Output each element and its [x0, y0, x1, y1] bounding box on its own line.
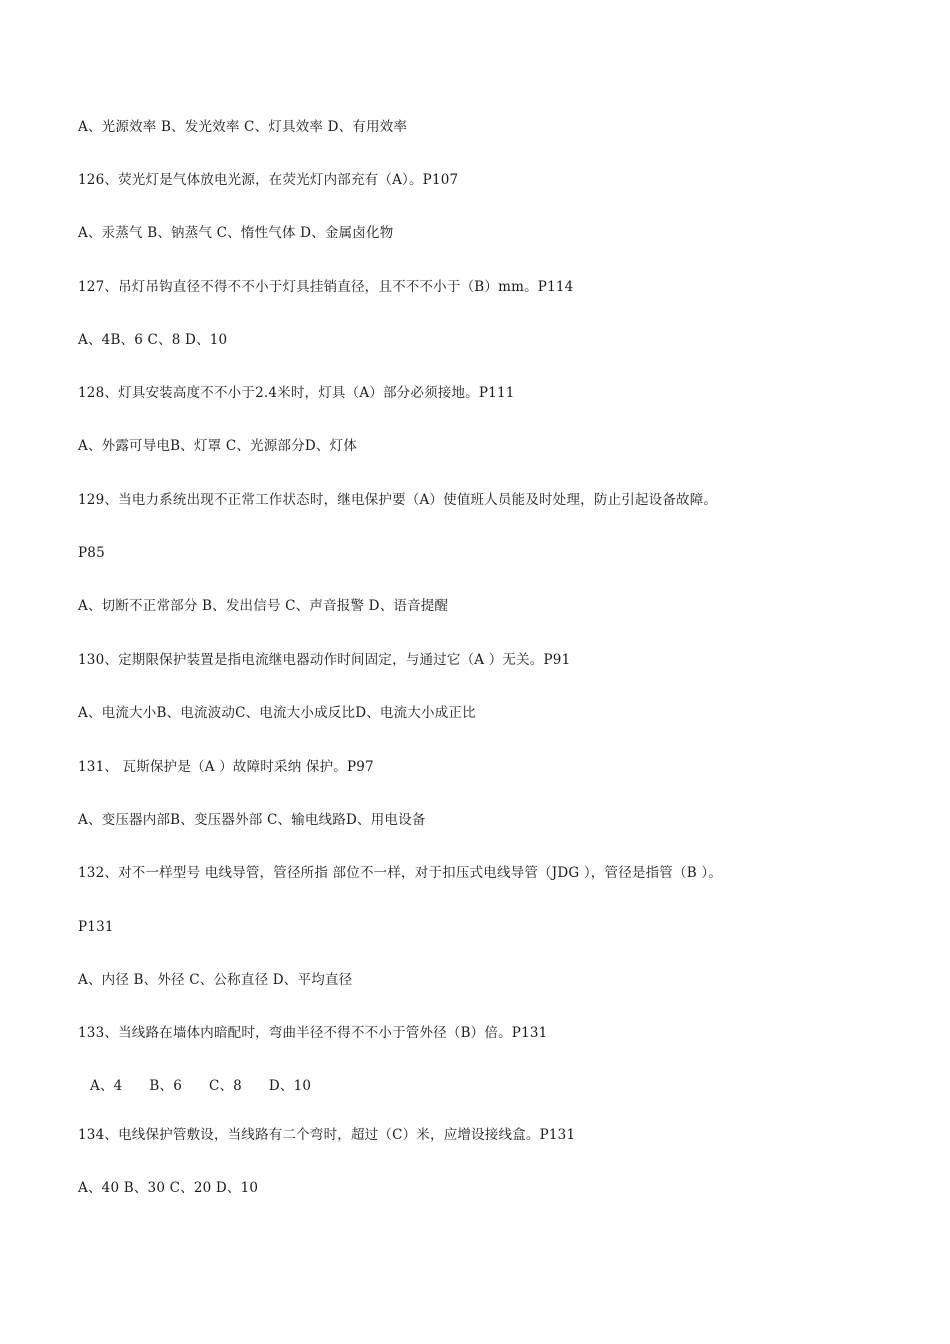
- answer-options-132: A、内径 B、外径 C、公称直径 D、平均直径: [78, 972, 353, 988]
- question-132: 132、对不一样型号 电线导管，管径所指 部位不一样，对于扣压式电线导管（JDG ），管径是指管（B ）。: [78, 865, 722, 881]
- answer-options-125: A、光源效率 B、发光效率 C、灯具效率 D、有用效率: [78, 119, 408, 135]
- question-127: 127、吊灯吊钩直径不得不不小于灯具挂销直径，且不不不小于（B）mm。P114: [78, 279, 574, 295]
- question-126: 126、荧光灯是气体放电光源，在荧光灯内部充有（A）。P107: [78, 172, 459, 188]
- question-130: 130、定期限保护装置是指电流继电器动作时间固定，与通过它（A ）无关。P91: [78, 652, 571, 668]
- answer-options-134: A、40 B、30 C、20 D、10: [78, 1180, 259, 1196]
- answer-options-127: A、4B、6 C、8 D、10: [78, 332, 228, 348]
- question-129: 129、当电力系统出现不正常工作状态时，继电保护要（A）使值班人员能及时处理，防止引起设备故障。: [78, 492, 718, 508]
- question-134: 134、电线保护管敷设，当线路有二个弯时，超过（C）米，应增设接线盒。P131: [78, 1127, 576, 1143]
- question-128: 128、灯具安装高度不不小于2.4米时，灯具（A）部分必须接地。P111: [78, 385, 515, 401]
- answer-options-130: A、电流大小B、电流波动C、电流大小成反比D、电流大小成正比: [78, 705, 476, 721]
- question-129-page-ref: P85: [78, 545, 105, 561]
- question-132-page-ref: P131: [78, 919, 114, 935]
- answer-options-128: A、外露可导电B、灯罩 C、光源部分D、灯体: [78, 438, 358, 454]
- answer-options-126: A、汞蒸气 B、钠蒸气 C、惰性气体 D、金属卤化物: [78, 225, 394, 241]
- answer-options-129: A、切断不正常部分 B、发出信号 C、声音报警 D、语音提醒: [78, 598, 449, 614]
- answer-options-133: A、4 B、6 C、8 D、10: [90, 1078, 312, 1094]
- question-131: 131、 瓦斯保护是（A ）故障时采纳 保护。P97: [78, 759, 374, 775]
- question-133: 133、当线路在墙体内暗配时，弯曲半径不得不不小于管外径（B）倍。P131: [78, 1025, 548, 1041]
- answer-options-131: A、变压器内部B、变压器外部 C、输电线路D、用电设备: [78, 812, 426, 828]
